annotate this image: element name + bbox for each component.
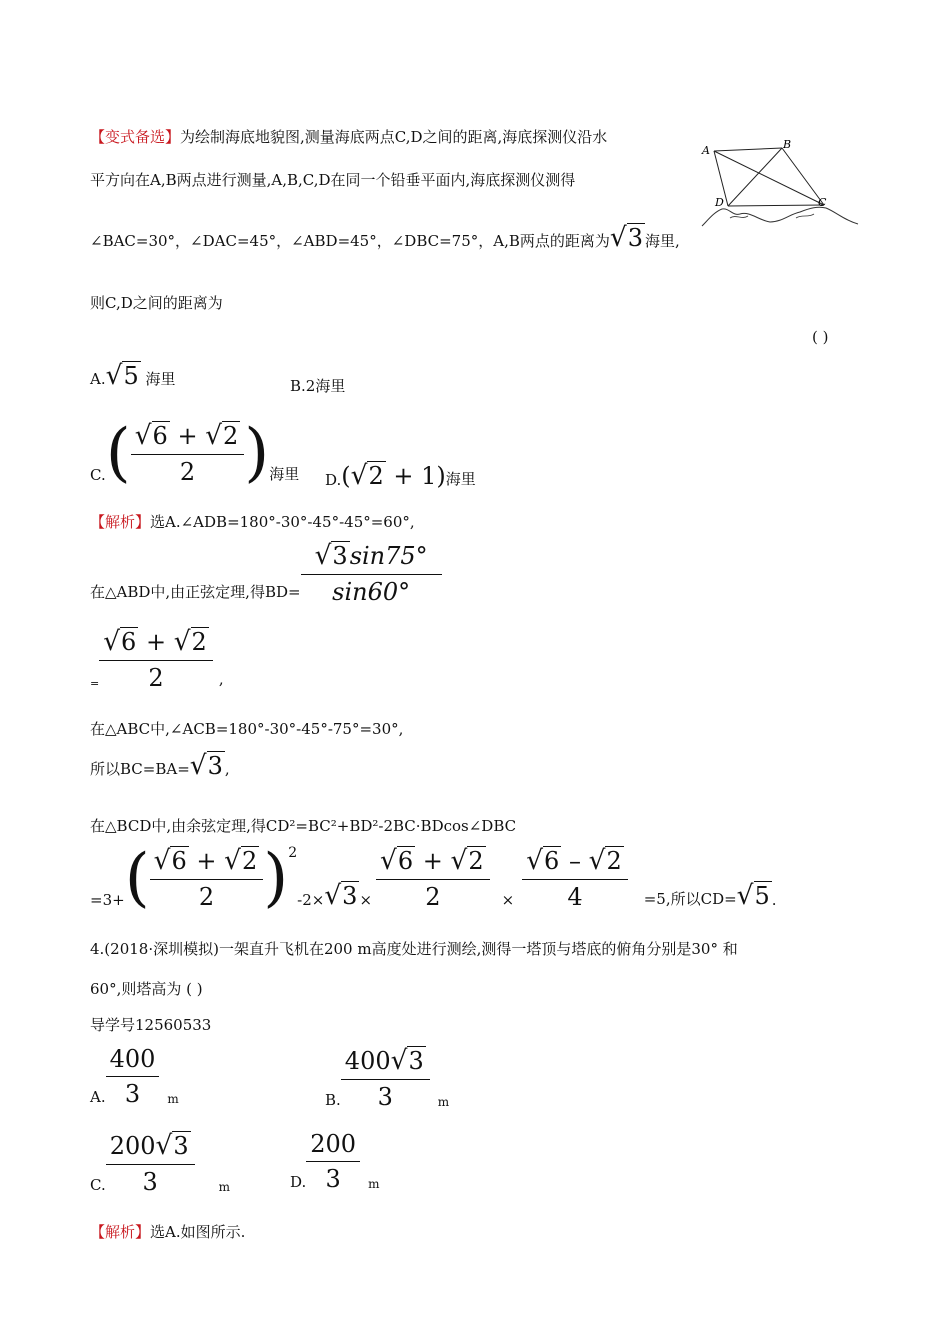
option-d: D. (√2 + 1) 海里 [325,460,476,491]
solution-line-6: 在△BCD中,由余弦定理,得CD²=BC²+BD²-2BC·BDcos∠DBC [90,817,517,835]
fraction-bd: $\frac{√3\sin 75^\circ}{\sin 60^\circ}$ [301,540,442,606]
solution-tag: 【解析】 [90,1223,151,1241]
point-label-a: A [702,144,710,157]
seabed-hatching [730,214,814,218]
point-label-c: C [818,196,827,209]
q4-option-a: A. $\frac{400}{3}$ m [90,1045,179,1108]
option-b: B.2海里 [290,377,346,395]
problem-text-line-4: 则C,D之间的距离为 [90,294,223,312]
solution-line-5: 所以BC=BA=√3 , [90,750,230,781]
segment-dc [728,205,824,206]
problem-text-line-1: 【变式备选】为绘制海底地貌图,测量海底两点C,D之间的距离,海底探测仪沿水 [90,128,608,146]
guide-number: 导学号12560533 [90,1016,212,1034]
segment-ac [714,151,824,205]
problem4-line-1: 4.(2018·深圳模拟)一架直升飞机在200 m高度处进行测绘,测得一塔顶与塔底的俯角分别是30° 和 [90,940,738,958]
problem-text-line-3: ∠BAC=30°，∠DAC=45°，∠ABD=45°，∠DBC=75°，A,B两点的距离为√3 海里, [90,222,680,253]
problem-text-line-2: 平方向在A,B两点进行测量,A,B,C,D在同一个铅垂平面内,海底探测仪测得 [90,171,576,189]
point-label-d: D [715,196,724,209]
solution-line-2: 在△ABD中,由正弦定理,得BD= $\frac{√3\sin 75^\circ}{\sin 60^\circ}$ [90,540,442,606]
q4-option-c: C. $\frac{200√3}{3}$ m [90,1130,231,1196]
solution-line-7: =3+ ( $\frac{√6 + √2}{2}$ ) 2 -2× √3 × $\frac{√6 + √2}{2}$ × $\frac{√6 - √2}{4}$ =5,所以CD= √5 . [90,841,777,915]
fraction-result: $\frac{√6 + √2}{2}$ [99,626,213,692]
sqrt-expression: √5 [105,360,139,391]
q4-option-d: D. $\frac{200}{3}$ m [290,1130,380,1193]
segment-ab [714,148,782,151]
geometry-figure [700,136,860,232]
solution-line-4: 在△ABC中,∠ACB=180°-30°-45°-75°=30°, [90,720,404,738]
solution-line-1: 【解析】选A.∠ADB=180°-30°-45°-45°=60°, [90,513,415,531]
sqrt-expression: √3 [609,222,643,253]
problem4-line-2: 60°,则塔高为 ( ) [90,980,203,998]
seabed-outline [702,207,858,226]
variant-tag: 【变式备选】 [90,128,181,146]
option-c: C. ( $\frac{√6 + √2}{2}$ ) 海里 [90,416,300,490]
point-label-b: B [783,138,792,151]
answer-parentheses: ( ) [812,328,829,346]
solution-line-3: = $\frac{√6 + √2}{2}$ , [90,626,224,692]
q4-option-b: B. $\frac{400√3}{3}$ m [325,1045,450,1111]
solution4-line: 【解析】选A.如图所示. [90,1223,246,1241]
option-a: A.√5 海里 [90,360,176,391]
solution-tag: 【解析】 [90,513,151,531]
segment-bd [728,148,782,206]
